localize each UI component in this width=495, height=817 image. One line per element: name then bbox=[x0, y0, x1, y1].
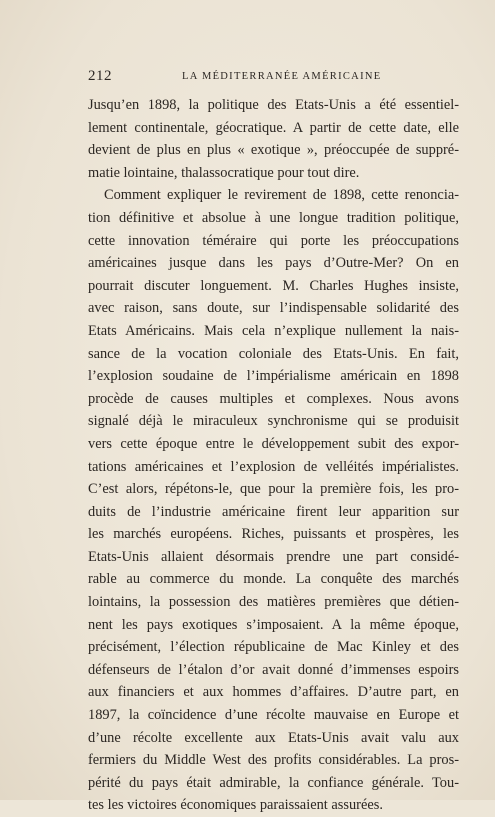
text-line: aux financiers et aux hommes d’affaires. D’autre part, en bbox=[88, 684, 459, 701]
text-line: tations américaines et l’explosion de velléités impérialistes. bbox=[88, 458, 459, 475]
text-line: duits de l’industrie américaine firent leur apparition sur bbox=[88, 503, 459, 520]
text-line: les marchés européens. Riches, puissants et prospères, les bbox=[88, 526, 459, 543]
text-line: rable au commerce du monde. La conquête des marchés bbox=[88, 571, 459, 588]
running-head: LA MÉDITERRANÉE AMÉRICAINE bbox=[182, 71, 382, 82]
text-line: l’explosion soudaine de l’impérialisme américain en 1898 bbox=[88, 368, 459, 385]
text-line: tes les victoires économiques paraissaient assurées. bbox=[88, 797, 383, 814]
text-line: sance de la vocation coloniale des Etats-Unis. En fait, bbox=[88, 345, 459, 362]
text-line: devient de plus en plus « exotique », préoccupée de suppré- bbox=[88, 142, 459, 159]
text-line: Etats Américains. Mais cela n’explique nullement la nais- bbox=[88, 322, 459, 339]
text-line: vers cette époque entre le développement subit des expor- bbox=[88, 435, 459, 452]
text-line: pourrait discuter longuement. M. Charles Hughes insiste, bbox=[88, 277, 459, 294]
text-line: cette innovation téméraire qui porte les préoccupations bbox=[88, 232, 459, 249]
text-line: avec raison, sans doute, sur l’indispensable solidarité des bbox=[88, 300, 459, 317]
text-line: Etats-Unis allaient désormais prendre une part considé- bbox=[88, 548, 459, 565]
text-line: tion définitive et absolue à une longue tradition politique, bbox=[88, 209, 459, 226]
body-text bbox=[88, 94, 459, 817]
page-header bbox=[88, 68, 458, 88]
text-line: lement continentale, géocratique. A partir de cette date, elle bbox=[88, 119, 459, 136]
text-line: précisément, l’élection républicaine de Mac Kinley et des bbox=[88, 639, 459, 656]
paragraph bbox=[88, 184, 459, 817]
text-line: d’une récolte excellente aux Etats-Unis avait valu aux bbox=[88, 729, 459, 746]
paragraph bbox=[88, 94, 459, 184]
text-line: américaines jusque dans les pays d’Outre-Mer? On en bbox=[88, 255, 459, 272]
text-line: signalé déjà le miraculeux synchronisme qui se produisit bbox=[88, 413, 459, 430]
text-line: Comment expliquer le revirement de 1898, cette renoncia- bbox=[104, 187, 459, 204]
text-line: lointains, la possession des matières premières que détien- bbox=[88, 594, 459, 611]
text-line: Jusqu’en 1898, la politique des Etats-Unis a été essentiel- bbox=[88, 97, 459, 113]
text-line: procède de causes multiples et complexes. Nous avons bbox=[88, 390, 459, 407]
text-line: C’est alors, répétons-le, que pour la première fois, les pro- bbox=[88, 481, 459, 498]
page-number: 212 bbox=[88, 68, 112, 84]
text-line: défenseurs de l’étalon d’or avait donné d’immenses espoirs bbox=[88, 661, 459, 678]
text-line: matie lointaine, thalassocratique pour tout dire. bbox=[88, 164, 360, 181]
text-line: 1897, la coïncidence d’une récolte mauvaise en Europe et bbox=[88, 707, 459, 724]
text-line: périté du pays était admirable, la confiance générale. Tou- bbox=[88, 774, 459, 791]
text-line: fermiers du Middle West des profits considérables. La pros- bbox=[88, 752, 459, 769]
text-line: nent les pays exotiques s’imposaient. A la même époque, bbox=[88, 616, 459, 633]
